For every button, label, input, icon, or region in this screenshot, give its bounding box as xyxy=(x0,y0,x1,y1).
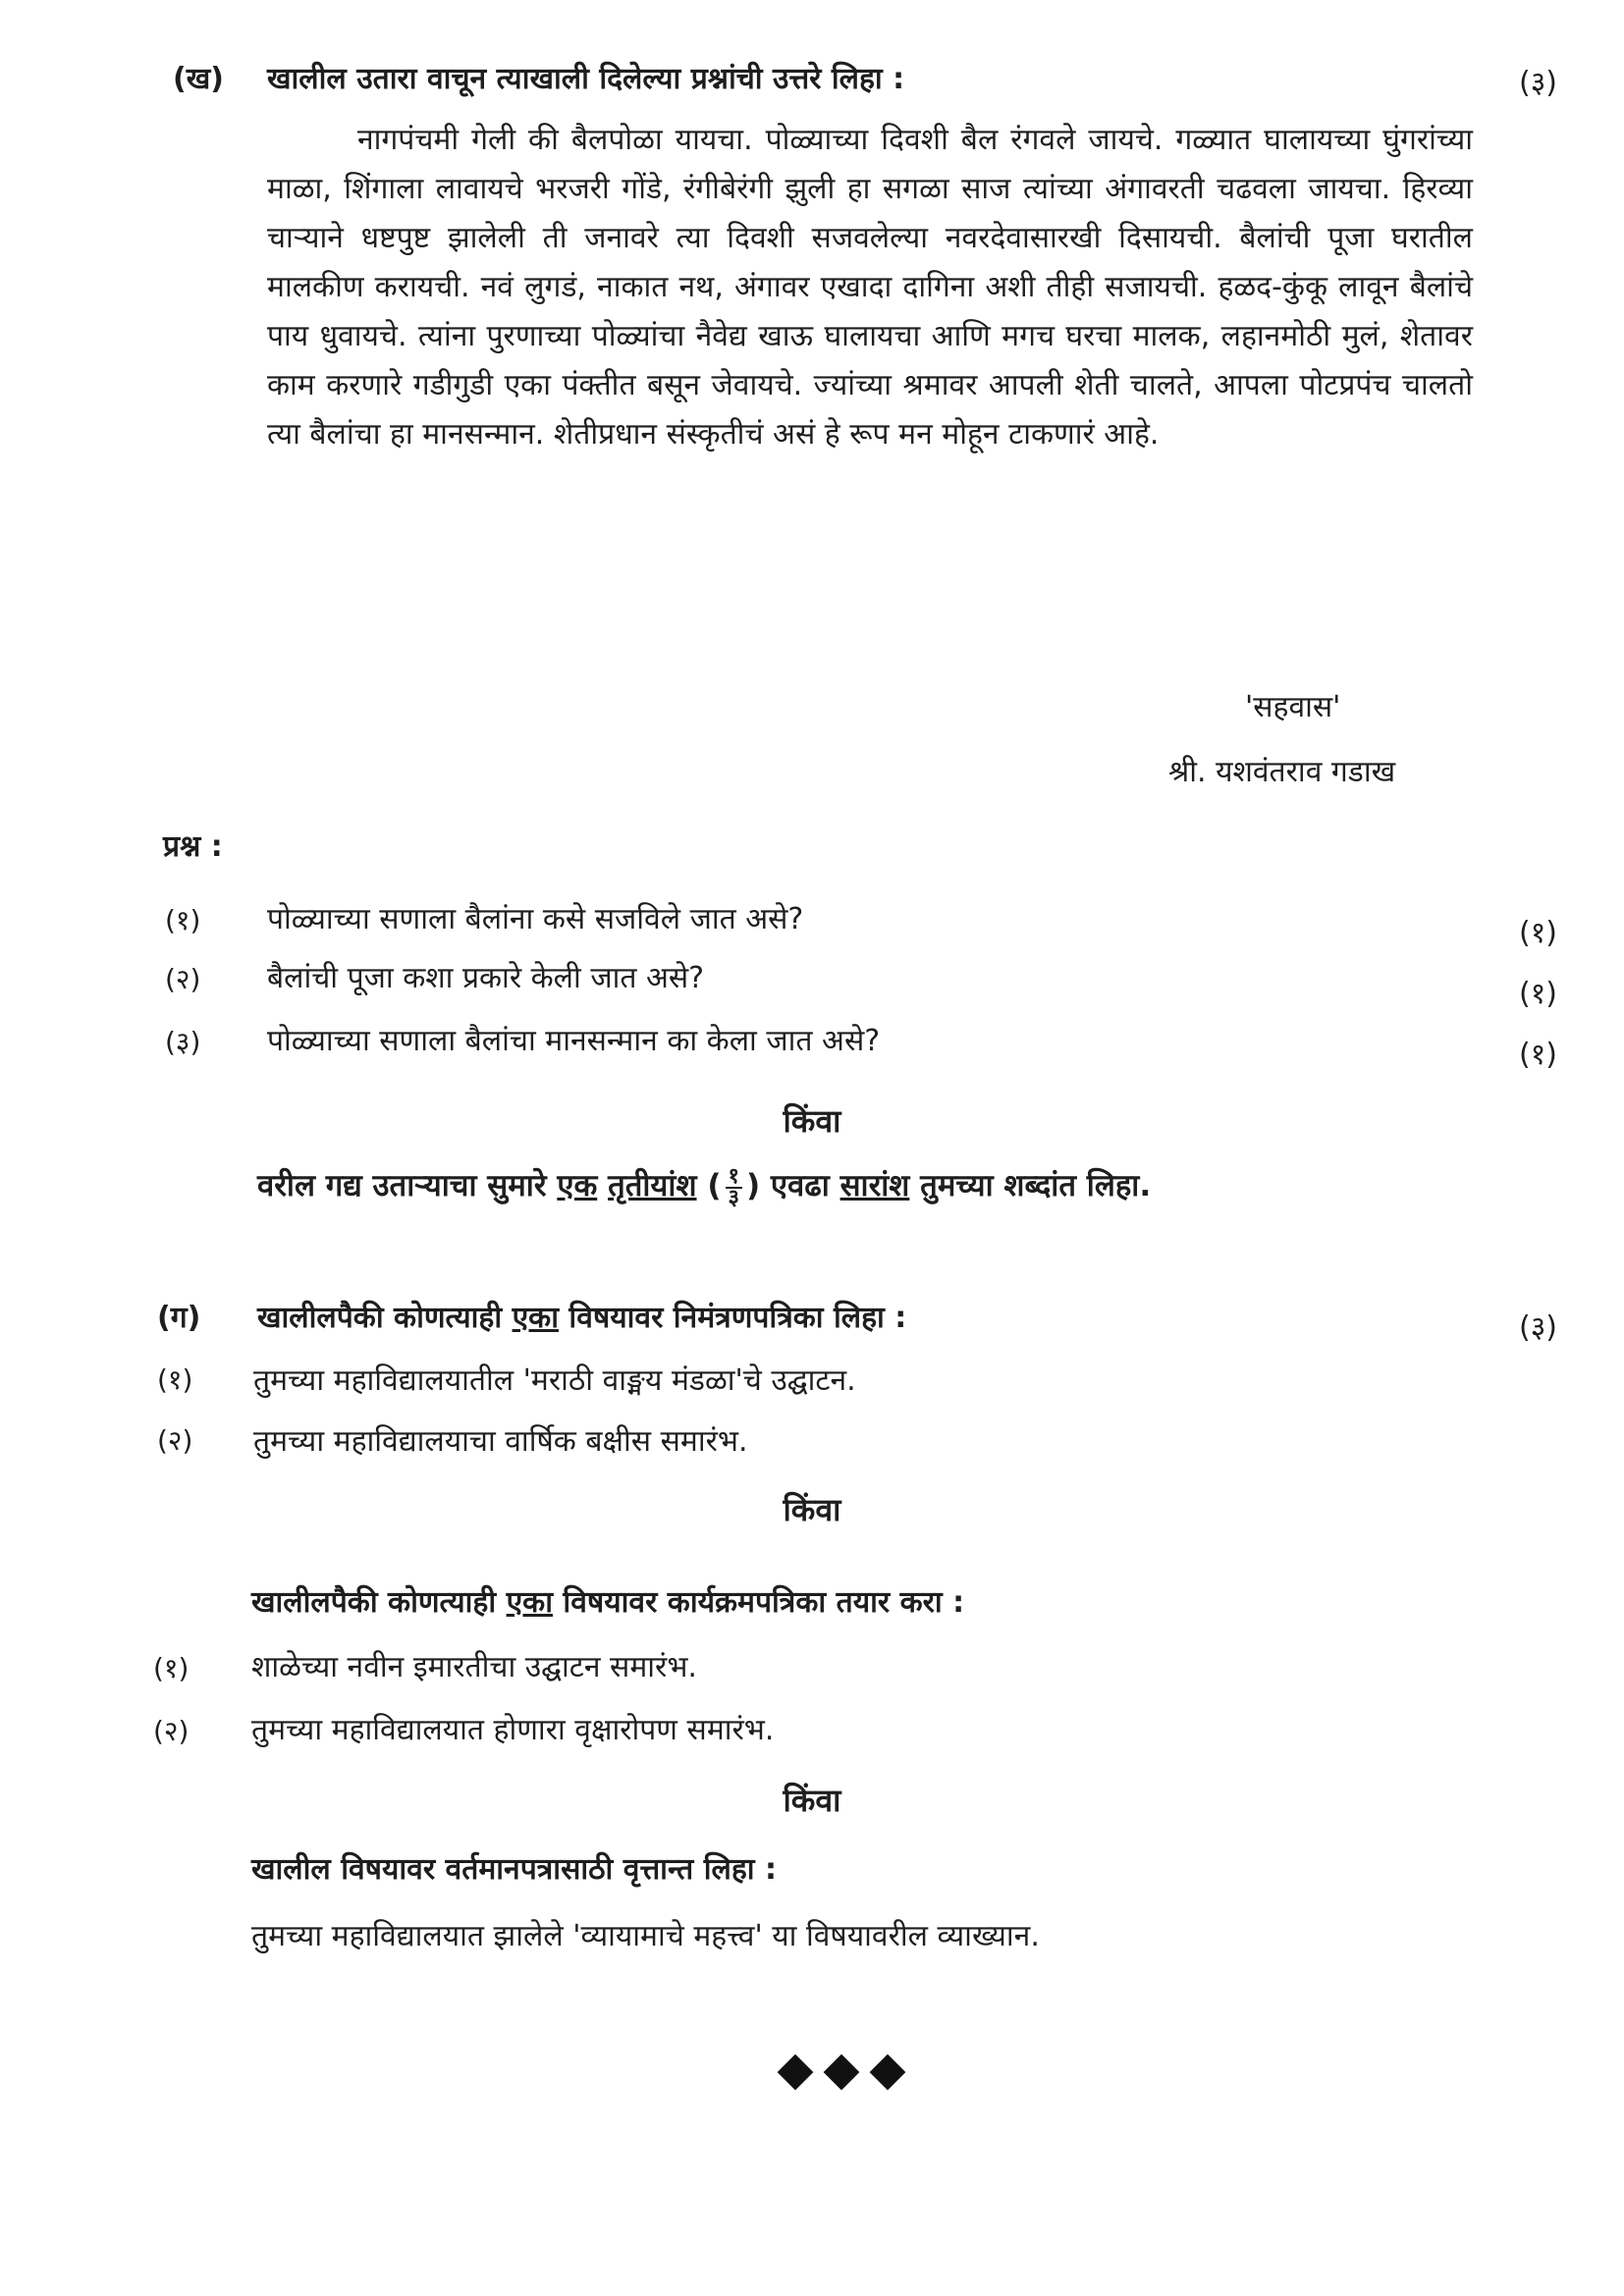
one-third-fraction xyxy=(726,1163,742,1210)
question-1-marks: (१) xyxy=(1518,916,1557,950)
section-kha-label: (ख) xyxy=(173,62,224,96)
fraction-open: ( xyxy=(707,1168,722,1203)
fraction-numerator: १ xyxy=(726,1167,742,1189)
question-2-text: बैलांची पूजा कशा प्रकारे केली जात असे? xyxy=(267,961,705,995)
fraction-close: ) xyxy=(745,1168,761,1203)
summary-post: तुमच्या शब्दांत लिहा. xyxy=(909,1168,1152,1203)
section-kha-marks: (३) xyxy=(1518,66,1557,100)
invitation-item-1-number: (१) xyxy=(157,1363,193,1396)
invitation-item-2-text: तुमच्या महाविद्यालयाचा वार्षिक बक्षीस समारंभ. xyxy=(253,1424,748,1459)
source-author: श्री. यशवंतराव गडाख xyxy=(1168,755,1396,789)
program-heading xyxy=(251,1580,964,1621)
question-2-marks: (१) xyxy=(1518,977,1557,1011)
question-3-marks: (१) xyxy=(1518,1038,1557,1072)
question-2-number: (२) xyxy=(165,963,201,995)
program-heading-ek: एका xyxy=(506,1585,553,1620)
question-1-text: पोळ्याच्या सणाला बैलांना कसे सजविले जात असे? xyxy=(267,902,804,936)
question-1-number: (१) xyxy=(165,904,201,936)
program-heading-post: विषयावर कार्यक्रमपत्रिका तयार करा : xyxy=(552,1585,965,1620)
section-ga-heading-pre: खालीलपैकी कोणत्याही xyxy=(257,1301,513,1335)
program-heading-pre: खालीलपैकी कोणत्याही xyxy=(251,1585,507,1620)
report-heading: खालील विषयावर वर्तमानपत्रासाठी वृत्तान्त लिहा : xyxy=(251,1852,777,1887)
diamond-icon xyxy=(824,2055,860,2091)
invitation-item-2-number: (२) xyxy=(157,1424,193,1457)
program-item-2-text: तुमच्या महाविद्यालयात होणारा वृक्षारोपण समारंभ. xyxy=(251,1713,775,1747)
program-item-1-number: (१) xyxy=(153,1652,189,1684)
fraction-denominator: ३ xyxy=(728,1185,739,1210)
section-ga-heading xyxy=(257,1296,906,1336)
passage xyxy=(267,116,1473,459)
invitation-item-1-text: तुमच्या महाविद्यालयातील 'मराठी वाङ्मय मंडळा'चे उद्घाटन. xyxy=(253,1363,856,1398)
section-ga-heading-ek: एका xyxy=(512,1301,559,1335)
source-title: 'सहवास' xyxy=(1245,690,1341,724)
or-separator-1: किंवा xyxy=(783,1102,841,1140)
or-separator-2: किंवा xyxy=(783,1491,841,1528)
summary-mid: एवढा xyxy=(760,1168,840,1203)
summary-pre: वरील गद्य उताऱ्याचा सुमारे xyxy=(257,1168,558,1203)
report-topic: तुमच्या महाविद्यालयात झालेले 'व्यायामाचे महत्त्व' या विषयावरील व्याख्यान. xyxy=(251,1919,1040,1953)
section-ga-heading-post: विषयावर निमंत्रणपत्रिका लिहा : xyxy=(558,1301,907,1335)
section-kha-heading: खालील उतारा वाचून त्याखाली दिलेल्या प्रश्नांची उत्तरे लिहा : xyxy=(267,62,905,96)
diamond-icon xyxy=(778,2055,814,2091)
diamond-icon xyxy=(870,2055,906,2091)
question-3-number: (३) xyxy=(165,1026,201,1058)
summary-instruction xyxy=(257,1164,1151,1208)
summary-ek: एक xyxy=(557,1168,598,1203)
questions-heading: प्रश्न : xyxy=(163,829,223,864)
summary-tritiyansh: तृतीयांश xyxy=(608,1168,697,1203)
passage-text: नागपंचमी गेली की बैलपोळा यायचा. पोळ्याच्या दिवशी बैल रंगवले जायचे. गळ्यात घालायच्या घुंगरांच्या माळा, शिंगाला लावायचे भरजरी गोंडे, रंगीबेरंगी झुली हा सगळा साज त्यांच्या अंगावरती चढवला जायचा. हिरव्या चाऱ्याने धष्टपुष्ट झालेली ती जनावरे त्या दिवशी सजवलेल्या नवरदेवासारखी दिसायची. बैलांची पूजा घरातील मालकीण करायची. नवं लुगडं, नाकात नथ, अंगावर एखादा दागिना अशी तीही सजायची. हळद-कुंकू लावून बैलांचे पाय धुवायचे. त्यांना पुरणाच्या पोळ्यांचा नैवेद्य खाऊ घालायचा आणि मगच घरचा मालक, लहानमोठी मुलं, शेतावर काम करणारे गडीगुडी एका पंक्तीत बसून जेवायचे. ज्यांच्या श्रमावर आपली शेती चालते, आपला पोटप्रपंच चालतो त्या बैलांचा हा मानसन्मान. शेतीप्रधान संस्कृतीचं असं हे रूप मन मोहून टाकणारं आहे. xyxy=(267,123,1473,452)
summary-saransh: सारांश xyxy=(839,1168,910,1203)
or-separator-3: किंवा xyxy=(783,1782,841,1819)
section-ga-label: (ग) xyxy=(157,1301,201,1335)
program-item-2-number: (२) xyxy=(153,1715,189,1747)
section-ga-marks: (३) xyxy=(1518,1310,1557,1345)
program-item-1-text: शाळेच्या नवीन इमारतीचा उद्घाटन समारंभ. xyxy=(251,1650,697,1684)
question-3-text: पोळ्याच्या सणाला बैलांचा मानसन्मान का केला जात असे? xyxy=(267,1024,881,1058)
